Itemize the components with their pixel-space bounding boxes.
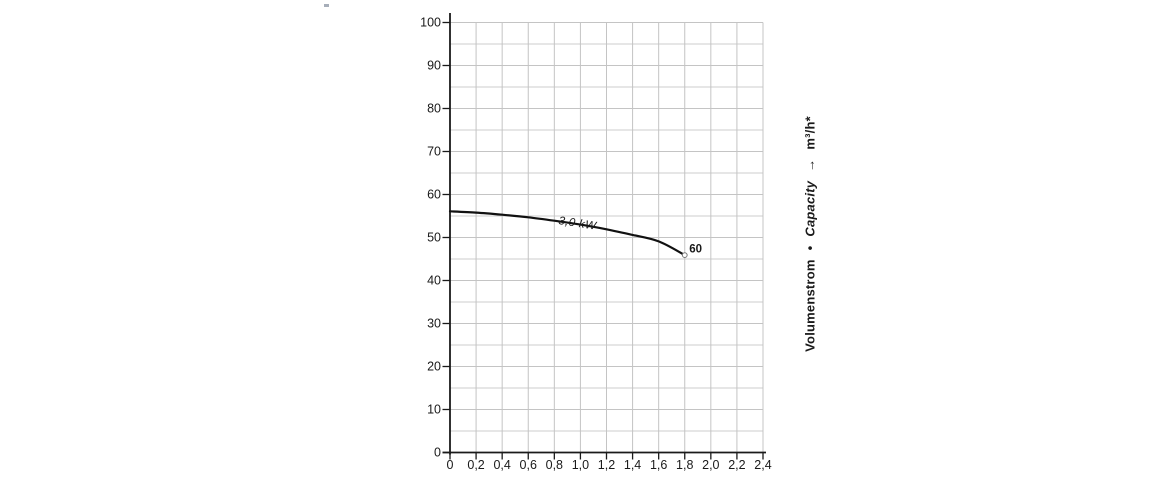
axis-title-unit: m³/h* (802, 116, 818, 150)
y-tick-label: 20 (427, 359, 441, 374)
x-tick-label: 2,0 (702, 458, 720, 472)
y-tick-label: 10 (427, 402, 441, 417)
y-tick-label: 60 (427, 187, 441, 202)
x-tick-label: 0,4 (493, 458, 511, 472)
axes (420, 13, 772, 472)
x-tick-label: 2,4 (754, 458, 772, 472)
x-tick-label: 1,2 (597, 458, 616, 472)
y-tick-label: 0 (434, 445, 441, 460)
y-tick-label: 100 (420, 15, 441, 30)
x-tick-label: 0,8 (545, 458, 564, 472)
x-tick-label: 1,0 (571, 458, 590, 472)
x-tick-label: 2,2 (728, 458, 746, 472)
axis-title-volumenstrom: Volumenstrom (802, 259, 818, 352)
y-tick-label: 50 (427, 230, 441, 245)
x-tick-label: 0,6 (519, 458, 537, 472)
gridlines (450, 23, 763, 453)
y-tick-label: 40 (427, 273, 441, 288)
bullet-separator: • (802, 245, 818, 251)
x-tick-label: 1,6 (649, 458, 668, 472)
curve-end-label: 60 (689, 243, 703, 256)
x-tick-label: 0,2 (467, 458, 485, 472)
curve-end-marker (682, 253, 687, 258)
x-tick-label: 0 (446, 458, 454, 472)
right-axis-title (803, 116, 818, 352)
x-tick-label: 1,8 (676, 458, 694, 472)
curve-label: 3,0 kW (557, 215, 598, 233)
y-tick-label: 30 (427, 316, 441, 331)
up-arrow-icon: → (802, 158, 818, 172)
axis-title-capacity: Capacity (802, 180, 818, 237)
x-tick-label: 1,4 (623, 458, 642, 472)
y-tick-label: 70 (427, 144, 441, 159)
y-tick-label: 90 (427, 58, 441, 73)
y-tick-label: 80 (427, 101, 441, 116)
